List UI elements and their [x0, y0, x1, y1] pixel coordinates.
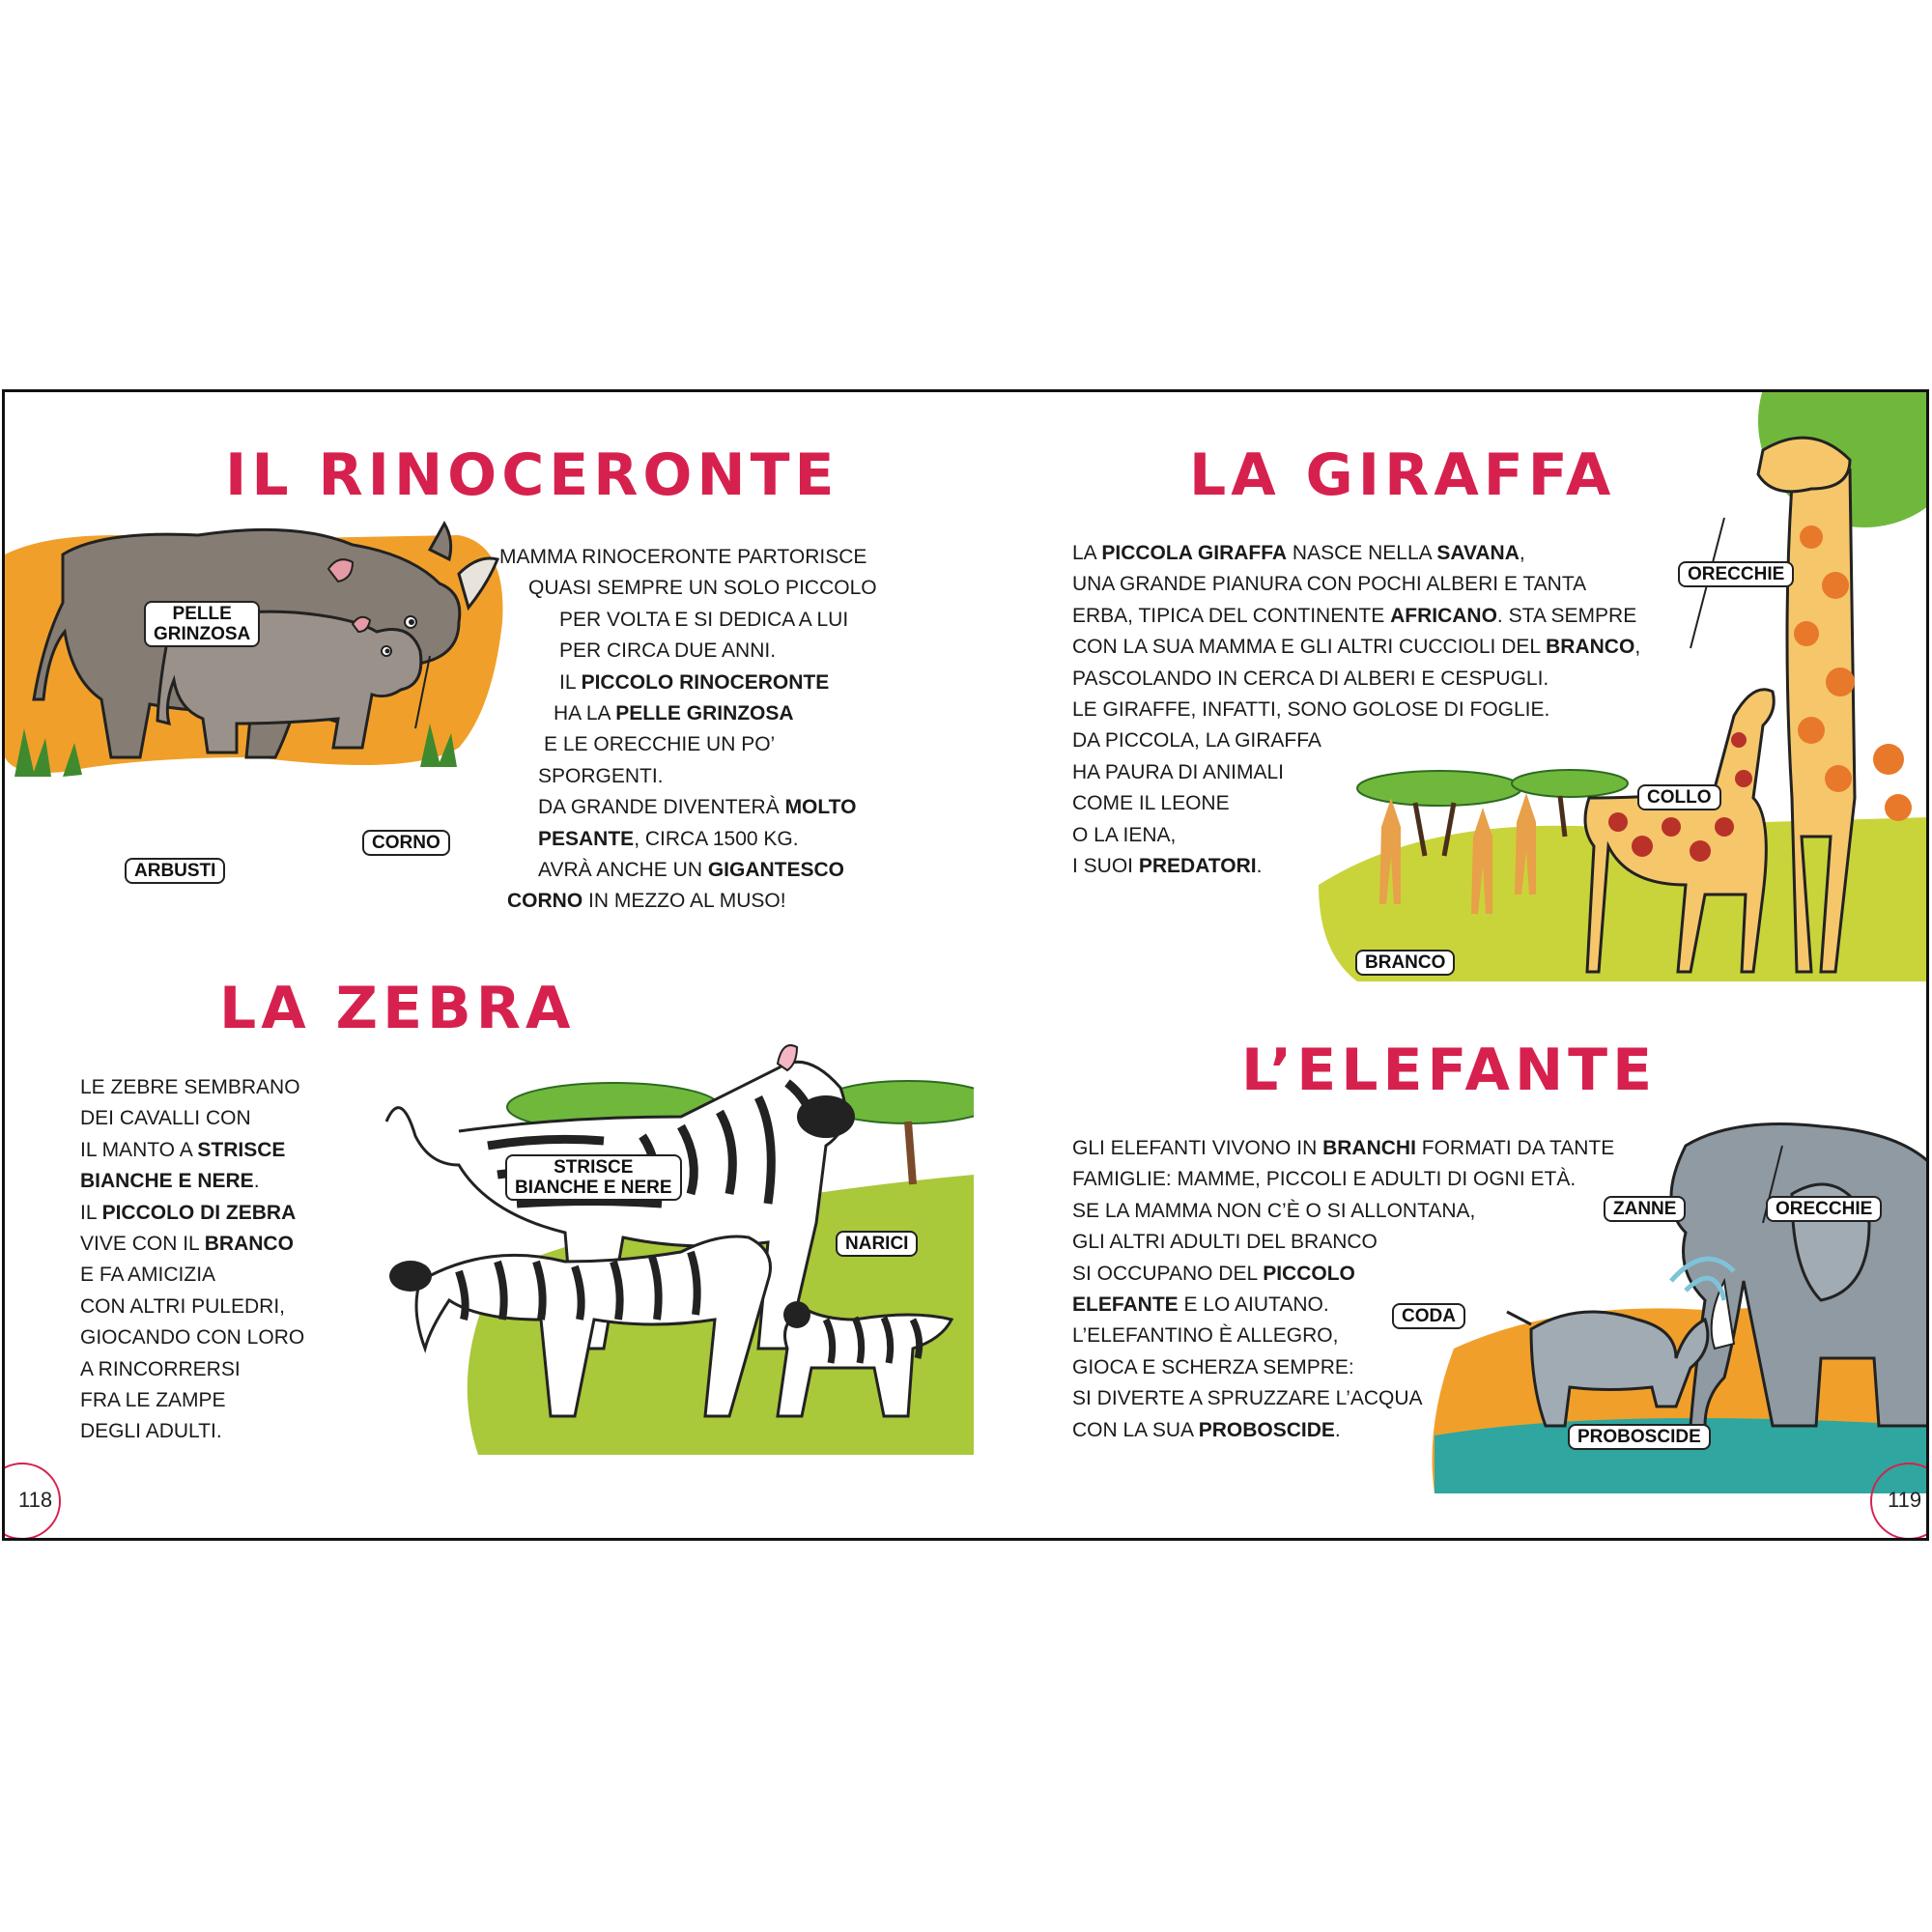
zebra-line-10: A RINCORRERSI [80, 1357, 241, 1380]
rhino-line-8: SPORGENTI. [538, 764, 664, 787]
label-branco: BRANCO [1355, 950, 1455, 976]
label-narici: NARICI [836, 1231, 918, 1257]
giraffe-line-1: LA PICCOLA GIRAFFA NASCE NELLA SAVANA, [1072, 542, 1525, 564]
label-coda: CODA [1392, 1303, 1465, 1329]
zebra-line-11: FRA LE ZAMPE [80, 1389, 226, 1412]
giraffe-line-11: I SUOI PREDATORI. [1072, 855, 1263, 878]
page-number-left [2, 1463, 61, 1540]
zebra-line-4: BIANCHE E NERE. [80, 1170, 260, 1193]
rhino-line-1: MAMMA RINOCERONTE PARTORISCE [499, 546, 867, 568]
rhino-line-11: AVRÀ ANCHE UN GIGANTESCO [538, 859, 845, 882]
giraffe-title: LA GIRAFFA [1189, 441, 1616, 509]
zebra-line-3: IL MANTO A STRISCE [80, 1138, 286, 1161]
zebra-line-1: LE ZEBRE SEMBRANO [80, 1076, 300, 1098]
label-orecchie-elefante: ORECCHIE [1766, 1196, 1882, 1222]
zebra-line-9: GIOCANDO CON LORO [80, 1326, 305, 1350]
page-number-left-text: 118 [18, 1488, 53, 1512]
zebra-line-5: IL PICCOLO DI ZEBRA [80, 1201, 297, 1224]
elephant-line-10: CON LA SUA PROBOSCIDE. [1072, 1418, 1341, 1441]
rhino-line-12: CORNO IN MEZZO AL MUSO! [507, 890, 786, 913]
zebra-line-8: CON ALTRI PULEDRI, [80, 1294, 285, 1318]
label-arbusti: ARBUSTI [125, 858, 225, 884]
elephant-line-6: ELEFANTE E LO AIUTANO. [1072, 1293, 1329, 1317]
page-number-right-text: 119 [1888, 1488, 1922, 1512]
elephant-line-3: SE LA MAMMA NON C’È O SI ALLONTANA, [1072, 1199, 1476, 1222]
rhino-line-10: PESANTE, CIRCA 1500 KG. [538, 827, 799, 850]
elephant-line-5: SI OCCUPANO DEL PICCOLO [1072, 1262, 1355, 1285]
label-pelle-grinzosa [144, 601, 260, 647]
giraffe-line-7: DA PICCOLA, LA GIRAFFA [1072, 729, 1321, 753]
label-proboscide: PROBOSCIDE [1568, 1424, 1711, 1450]
rhino-line-4: PER CIRCA DUE ANNI. [559, 639, 777, 663]
zebra-line-7: E FA AMICIZIA [80, 1264, 216, 1287]
giraffe-line-5: PASCOLANDO IN CERCA DI ALBERI E CESPUGLI. [1072, 667, 1549, 690]
rhino-line-9: DA GRANDE DIVENTERÀ MOLTO [538, 796, 857, 819]
label-pelle-line1: PELLE [172, 604, 232, 624]
zebra-line-2: DEI CAVALLI CON [80, 1107, 251, 1130]
giraffe-line-10: O LA IENA, [1072, 823, 1177, 846]
elephant-title: L’ELEFANTE [1241, 1037, 1658, 1104]
elephant-text [1072, 1133, 1614, 1446]
rhino-text [499, 542, 877, 918]
zebra-text [80, 1072, 304, 1448]
label-pelle-line2: GRINZOSA [154, 624, 251, 644]
rhino-illustration [5, 516, 512, 806]
label-corno: CORNO [362, 830, 450, 856]
giraffe-line-8: HA PAURA DI ANIMALI [1072, 760, 1285, 783]
label-zanne: ZANNE [1604, 1196, 1686, 1222]
giraffe-line-6: LE GIRAFFE, INFATTI, SONO GOLOSE DI FOGLIE. [1072, 698, 1550, 722]
zebra-title: LA ZEBRA [219, 975, 576, 1042]
elephant-line-2: FAMIGLIE: MAMME, PICCOLI E ADULTI DI OGNI ETÀ. [1072, 1168, 1577, 1191]
rhino-line-3: PER VOLTA E SI DEDICA A LUI [559, 608, 849, 631]
label-strisce-line2: BIANCHE E NERE [515, 1178, 672, 1198]
elephant-line-7: L’ELEFANTINO È ALLEGRO, [1072, 1324, 1339, 1348]
elephant-line-8: GIOCA E SCHERZA SEMPRE: [1072, 1355, 1354, 1378]
label-strisce-bianche-nere [505, 1154, 682, 1201]
rhino-line-5: IL PICCOLO RINOCERONTE [559, 670, 830, 694]
giraffe-line-3: ERBA, TIPICA DEL CONTINENTE AFRICANO. STA SEMPRE [1072, 604, 1637, 627]
rhino-title: IL RINOCERONTE [225, 441, 839, 509]
rhino-line-7: E LE ORECCHIE UN PO’ [544, 733, 776, 756]
giraffe-line-2: UNA GRANDE PIANURA CON POCHI ALBERI E TANTA [1072, 573, 1587, 596]
elephant-line-4: GLI ALTRI ADULTI DEL BRANCO [1072, 1231, 1378, 1254]
zebra-line-6: VIVE CON IL BRANCO [80, 1233, 294, 1256]
label-collo: COLLO [1637, 784, 1721, 810]
rhino-line-6: HA LA PELLE GRINZOSA [554, 702, 794, 725]
rhino-line-2: QUASI SEMPRE UN SOLO PICCOLO [528, 577, 877, 600]
elephant-line-9: SI DIVERTE A SPRUZZARE L’ACQUA [1072, 1387, 1423, 1410]
giraffe-line-4: CON LA SUA MAMMA E GLI ALTRI CUCCIOLI DEL BRANCO, [1072, 636, 1641, 659]
zebra-line-12: DEGLI ADULTI. [80, 1420, 222, 1443]
giraffe-line-9: COME IL LEONE [1072, 792, 1230, 815]
giraffe-text [1072, 538, 1640, 882]
label-orecchie-giraffa: ORECCHIE [1678, 561, 1794, 587]
label-strisce-line1: STRISCE [554, 1157, 634, 1178]
book-spread [2, 389, 1929, 1541]
elephant-line-1: GLI ELEFANTI VIVONO IN BRANCHI FORMATI DA TANTE [1072, 1137, 1615, 1159]
